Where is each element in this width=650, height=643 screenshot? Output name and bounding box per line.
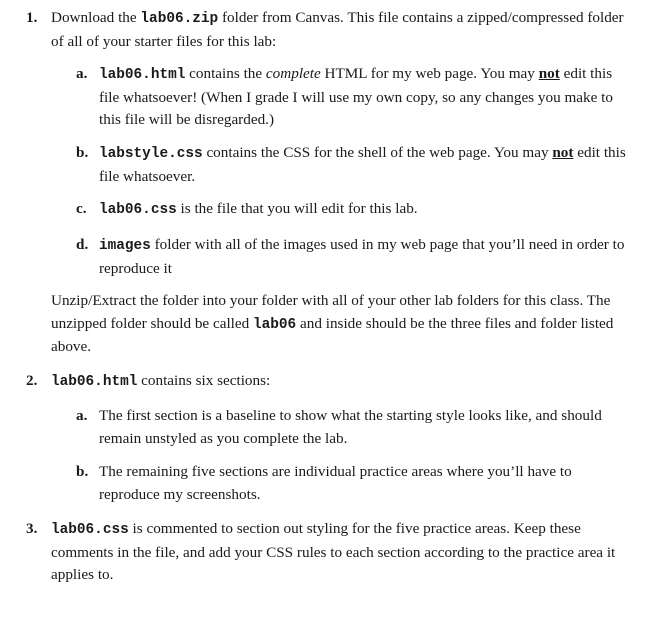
sub-item-paragraph <box>99 405 629 450</box>
code-filename: lab06.html <box>51 374 138 390</box>
sub-item-letter: a. <box>76 65 88 82</box>
text: contains six sections: <box>137 372 271 389</box>
code-filename: lab06.html <box>99 67 186 83</box>
item-number: 3. <box>26 520 38 537</box>
emphasis-text: not <box>552 144 574 161</box>
sub-item-letter: a. <box>76 407 88 424</box>
text: contains the <box>185 65 266 82</box>
item-paragraph <box>51 518 636 587</box>
item-paragraph <box>51 290 636 359</box>
sub-item-paragraph <box>99 234 629 280</box>
text: edit this file whatsoever! (When I grade I will use my own copy, so any changes you make to this file will be disregarded.) <box>99 65 613 128</box>
text: The remaining five sections are individual practice areas where you’ll have to reproduce my screenshots. <box>99 463 572 503</box>
text: is commented to section out styling for the five practice areas. Keep these comments in the file, and add your CSS rules to each section according to the practice area it applies to. <box>51 520 616 583</box>
italic-text: complete <box>265 65 321 82</box>
code-filename: labstyle.css <box>99 146 203 162</box>
sub-item-letter: c. <box>76 200 87 217</box>
text: Unzip/Extract the folder into your folder with all of your other lab folders for this class. The unzipped folder should be called <box>51 292 611 332</box>
emphasis-text: not <box>538 65 560 82</box>
sub-item-paragraph <box>99 461 629 506</box>
sub-item-paragraph <box>99 198 629 222</box>
item-number: 1. <box>26 9 38 26</box>
sub-item-letter: b. <box>76 144 89 161</box>
text: HTML for my web page. You may <box>320 65 539 82</box>
sub-item-paragraph <box>99 142 629 188</box>
code-filename: images <box>99 238 151 254</box>
sub-item-paragraph <box>99 63 629 132</box>
sub-item-letter: d. <box>76 236 89 253</box>
code-filename: lab06 <box>253 316 297 333</box>
text: is the file that you will edit for this lab. <box>176 200 418 217</box>
code-filename: lab06.css <box>99 202 177 218</box>
sub-item-letter: b. <box>76 463 89 480</box>
code-filename: lab06.css <box>51 522 129 538</box>
text: The first section is a baseline to show what the starting style looks like, and should remain unstyled as you complete the lab. <box>99 407 602 447</box>
text: Download the <box>51 9 141 26</box>
text: edit this file whatsoever. <box>99 144 626 185</box>
item-number: 2. <box>26 372 38 389</box>
text: folder with all of the images used in my web page that you’ll need in order to reproduce it <box>99 236 625 277</box>
text: folder from Canvas. This file contains a zipped/compressed folder of all of your starter files for this lab: <box>51 9 624 50</box>
item-paragraph <box>51 370 636 394</box>
text: and inside should be the three files and folder listed above. <box>51 314 614 355</box>
text: contains the CSS for the shell of the web page. You may <box>202 144 553 161</box>
item-paragraph <box>51 7 636 53</box>
code-filename: lab06.zip <box>140 11 219 27</box>
